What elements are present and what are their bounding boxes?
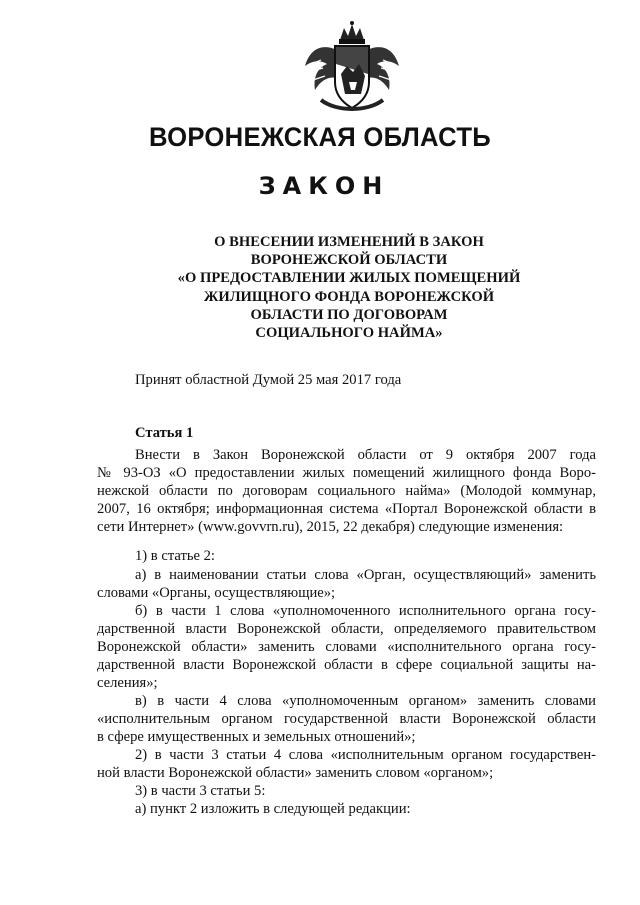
body-line: словами «Органы, осуществляющие»; — [97, 585, 336, 601]
body-line: в сфере имущественных и земельных отношений»; — [97, 729, 416, 745]
body-line: Воронежской области» заменить словами «исполнительного органа госу- — [97, 639, 596, 655]
law-title — [100, 233, 598, 342]
body-line: а) в наименовании статьи слова «Орган, осуществляющий» заменить — [135, 567, 596, 583]
body-line: а) пункт 2 изложить в следующей редакции: — [135, 801, 411, 817]
body-line: 1) в статье 2: — [135, 548, 215, 564]
document-type: ЗАКОН — [258, 172, 390, 200]
body-line: дарственной власти Воронежской области, определяемого правительством — [97, 621, 596, 637]
body-line: сети Интернет» (www.govvrn.ru), 2015, 22 декабря) следующие изменения: — [97, 519, 564, 535]
law-title-line: ВОРОНЕЖСКОЙ ОБЛАСТИ — [250, 252, 448, 269]
coat-of-arms-emblem — [297, 20, 407, 120]
region-name: ВОРОНЕЖСКАЯ ОБЛАСТЬ — [148, 122, 492, 152]
body-line: ной власти Воронежской области» заменить словом «органом»; — [97, 765, 494, 781]
law-title-line: ЖИЛИЩНОГО ФОНДА ВОРОНЕЖСКОЙ — [203, 288, 495, 305]
body-line: нежской области по договорам социального найма» (Молодой коммунар, — [97, 483, 596, 499]
body-line: Внести в Закон Воронежской области от 9 октября 2007 года — [135, 447, 596, 463]
body-line: в) в части 4 слова «уполномоченным органом» заменить словами — [135, 693, 596, 709]
adoption-date: Принят областной Думой 25 мая 2017 года — [135, 372, 402, 388]
body-line: 2007, 16 октября; информационная система «Портал Воронежской области в — [97, 501, 596, 517]
body-line: «исполнительным органом государственной власти Воронежской области — [97, 711, 596, 727]
law-title-line: ОБЛАСТИ ПО ДОГОВОРАМ — [250, 306, 448, 323]
body-line: дарственной власти Воронежской области в сфере социальной защиты на- — [97, 657, 596, 673]
body-line: 3) в части 3 статьи 5: — [135, 783, 266, 799]
body-line: № 93-ОЗ «О предоставлении жилых помещений жилищного фонда Воро- — [97, 465, 596, 481]
body-line: б) в части 1 слова «уполномоченного исполнительного органа госу- — [135, 603, 596, 619]
body-line: 2) в части 3 статьи 4 слова «исполнительным органом государствен- — [135, 747, 596, 763]
body-line: селения»; — [97, 675, 158, 691]
law-title-line: СОЦИАЛЬНОГО НАЙМА» — [255, 325, 443, 342]
article-heading: Статья 1 — [135, 425, 194, 441]
law-title-line: «О ПРЕДОСТАВЛЕНИИ ЖИЛЫХ ПОМЕЩЕНИЙ — [177, 270, 521, 287]
law-title-line: О ВНЕСЕНИИ ИЗМЕНЕНИЙ В ЗАКОН — [214, 234, 484, 250]
